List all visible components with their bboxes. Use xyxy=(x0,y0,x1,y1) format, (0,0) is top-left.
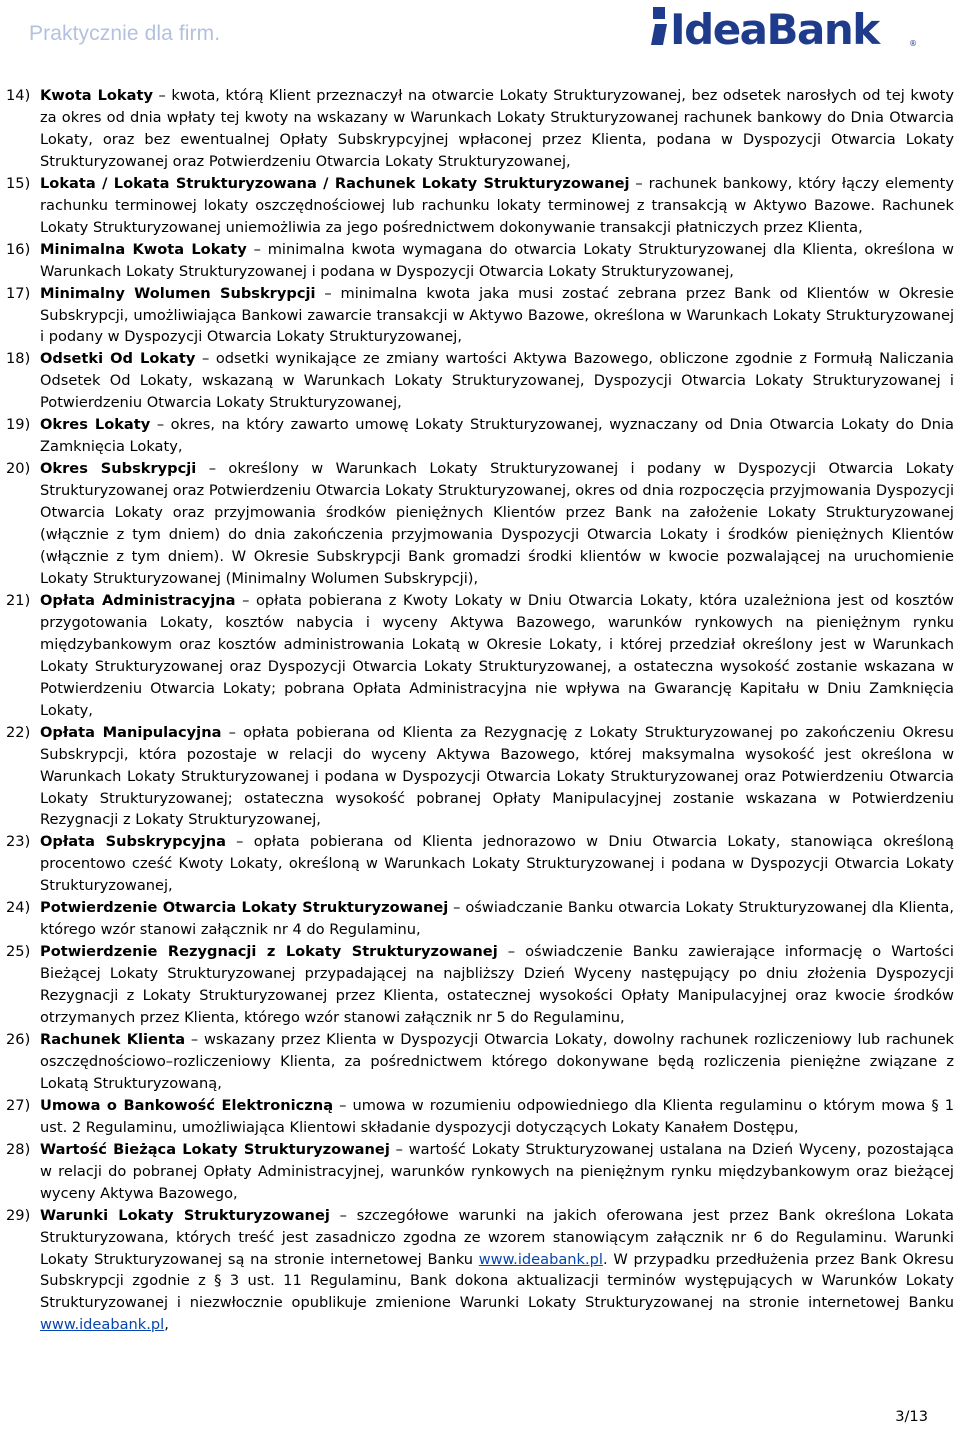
item-number: 26) xyxy=(6,1030,31,1048)
definition-item-19 xyxy=(0,414,960,458)
definition-text: – minimalna kwota jaka musi zostać zebrana przez Bank od Klientów w Okresie Subskrypcji, umożliwiająca Bankowi zawarcie transakcji w Aktywo Bazowe, określona w Warunkach Lokaty Strukturyzowanej i podany w Dyspozycji Otwarcia Lokaty Strukturyzowanej, xyxy=(40,284,954,346)
definition-item-20 xyxy=(0,458,960,590)
definition-text: – oświadczanie Banku otwarcia Lokaty Strukturyzowanej dla Klienta, którego wzór stanowi załącznik nr 4 do Regulaminu, xyxy=(40,899,954,939)
definition-text: – opłata pobierana z Kwoty Lokaty w Dniu Otwarcia Lokaty, która uzależniona jest od kosztów przygotowania Lokaty, kosztów nabycia i wyceny Aktywa Bazowego, warunków rynkowych na pieniężnym rynku międzybankowym oraz kosztów administrowania Lokatą w Okresie Lokaty, i której przedział określony jest w Warunkach Lokaty Strukturyzowanej oraz Dyspozycji Otwarcia Lokaty Strukturyzowanej, a ostateczna wysokość zostanie wskazana w Potwierdzeniu Otwarcia Lokaty; pobrana Opłata Administracyjna nie wpływa na Gwarancję Kapitału w Dniu Zamknięcia Lokaty, xyxy=(40,591,954,719)
definition-text: – umowa w rozumieniu odpowiedniego dla Klienta regulaminu o którym mowa § 1 ust. 2 Regulaminu, umożliwiająca Klientowi składanie dyspozycji dotyczących Lokaty Kanałem Dostępu, xyxy=(40,1096,955,1136)
item-number: 22) xyxy=(6,723,31,741)
definition-term: Kwota Lokaty xyxy=(40,87,153,104)
logo-square-icon xyxy=(653,7,665,19)
item-number: 24) xyxy=(6,899,31,917)
definition-item-14 xyxy=(0,85,960,173)
definition-term: Okres Subskrypcji xyxy=(40,460,197,478)
definition-item-15 xyxy=(0,173,960,239)
definition-item-18 xyxy=(0,348,960,414)
item-number: 16) xyxy=(6,240,31,258)
ideabank-website-link-2[interactable]: www.ideabank.pl xyxy=(40,1316,165,1334)
definition-item-23 xyxy=(0,831,960,897)
definition-text: – opłata pobierana od Klienta za Rezygnację z Lokaty Strukturyzowanej po zakończeniu Okresu Subskrypcji, która pozostaje w relacji do wyceny Aktywa Bazowego, której maksymalna wysokość jest określona w Warunkach Lokaty Strukturyzowanej i podana w Dyspozycji Otwarcia Lokaty Strukturyzowanej oraz Potwierdzeniu Otwarcia Lokaty Strukturyzowanej; ostateczna wysokość pobranej Opłaty Manipulacyjnej zostanie wskazana w Potwierdzeniu Rezygnacji z Lokaty Strukturyzowanej, xyxy=(40,723,955,829)
definition-term: Minimalna Kwota Lokaty xyxy=(40,240,247,258)
definition-term: Okres Lokaty xyxy=(40,416,151,434)
item-number: 20) xyxy=(6,460,31,478)
item-number: 14) xyxy=(6,87,31,104)
item-number: 18) xyxy=(6,350,31,368)
ideabank-website-link[interactable]: www.ideabank.pl xyxy=(478,1250,603,1268)
registered-mark: ® xyxy=(909,39,917,48)
definition-text: – wartość Lokaty Strukturyzowanej ustalana na Dzień Wyceny, pozostająca w relacji do pobranej Opłaty Administracyjnej, warunków rynkowych na pieniężnym rynku międzybankowym oraz bieżącej wyceny Aktywa Bazowego, xyxy=(40,1140,954,1202)
definition-text: – opłata pobierana od Klienta jednorazowo w Dniu Otwarcia Lokaty, stanowiąca określoną procentowo cześć Kwoty Lokaty, określoną w Warunkach Lokaty Strukturyzowanej i podana w Dyspozycji Otwarcia Lokaty Strukturyzowanej, xyxy=(40,833,954,895)
definition-term: Opłata Manipulacyjna xyxy=(40,723,222,741)
definition-item-26 xyxy=(0,1029,960,1095)
definition-text: – wskazany przez Klienta w Dyspozycji Otwarcia Lokaty, dowolny rachunek rozliczeniowy lub rachunek oszczędnościowo–rozliczeniowy Klienta, za pośrednictwem którego dokonywane będą rozliczenia pieniężne związane z Lokatą Strukturyzowaną, xyxy=(40,1030,954,1092)
definition-term: Rachunek Klienta xyxy=(40,1030,186,1048)
definition-text: – szczegółowe warunki na jakich oferowana jest przez Bank określona Lokata Strukturyzowana, których treść jest zasadniczo zgodna ze wzorem stanowiącym załącznik nr 6 do Regulaminu. Warunki Lokaty Strukturyzowanej są na stronie internetowej Banku xyxy=(40,1206,954,1268)
definitions-list xyxy=(0,85,960,1336)
definition-item-16 xyxy=(0,239,960,283)
definition-item-27 xyxy=(0,1095,960,1139)
item-number: 21) xyxy=(6,591,31,609)
definition-item-17 xyxy=(0,283,960,349)
definition-term: Potwierdzenie Rezygnacji z Lokaty Strukturyzowanej xyxy=(40,943,498,961)
item-number: 27) xyxy=(6,1096,31,1114)
definition-term: Umowa o Bankowość Elektroniczną xyxy=(40,1096,334,1114)
item-number: 15) xyxy=(6,174,31,192)
definition-item-24 xyxy=(0,897,960,941)
item-number: 17) xyxy=(6,284,31,302)
item-number: 29) xyxy=(6,1206,31,1224)
definition-term: Opłata Administracyjna xyxy=(40,591,236,609)
definition-term: Opłata Subskrypcyjna xyxy=(40,833,226,851)
item-number: 19) xyxy=(6,416,31,434)
definition-term: Warunki Lokaty Strukturyzowanej xyxy=(40,1206,330,1224)
logo-wordmark: IdeaBank xyxy=(670,5,879,49)
definition-text: – rachunek bankowy, który łączy elementy rachunku terminowej lokaty oszczędnościowej lub rachunku lokaty terminowej z transakcją w Aktywo Bazowe. Rachunek Lokaty Strukturyzowanej uniemożliwia za jego pośrednictwem dokonywanie transakcji płatniczych przez Klienta, xyxy=(40,174,954,236)
definition-item-21 xyxy=(0,590,960,722)
definition-text: – okres, na który zawarto umowę Lokaty Strukturyzowanej, wyznaczany od Dnia Otwarcia Lokaty do Dnia Zamknięcia Lokaty, xyxy=(40,416,954,456)
item-number: 28) xyxy=(6,1140,31,1158)
item-number: 25) xyxy=(6,943,31,961)
definition-text: – oświadczenie Banku zawierające informację o Wartości Bieżącej Lokaty Strukturyzowanej przypadającej na najbliższy Dzień Wyceny następujący po dniu złożenia Dyspozycji Rezygnacji z Lokaty Strukturyzowanej przez Klienta, ostatecznej wysokości Opłaty Manipulacyjnej oraz kwocie środków otrzymanych przez Klienta, którego wzór stanowi załącznik nr 5 do Regulaminu, xyxy=(40,943,954,1027)
definition-text: – minimalna kwota wymagana do otwarcia Lokaty Strukturyzowanej dla Klienta, określona w Warunkach Lokaty Strukturyzowanej i podana w Dyspozycji Otwarcia Lokaty Strukturyzowanej, xyxy=(40,240,954,280)
definition-item-25 xyxy=(0,941,960,1029)
logo-bar-icon xyxy=(651,24,667,45)
header-tagline: Praktycznie dla firm. xyxy=(29,22,221,45)
definition-term: Minimalny Wolumen Subskrypcji xyxy=(40,284,316,302)
item-number: 23) xyxy=(6,833,31,851)
definition-term: Lokata / Lokata Strukturyzowana / Rachunek Lokaty Strukturyzowanej xyxy=(40,174,630,192)
page-header xyxy=(0,0,960,60)
definition-text: – odsetki wynikające ze zmiany wartości Aktywa Bazowego, obliczone zgodnie z Formułą Naliczania Odsetek Od Lokaty, wskazaną w Warunkach Lokaty Strukturyzowanej, Dyspozycji Otwarcia Lokaty Strukturyzowanej i Potwierdzeniu Otwarcia Lokaty Strukturyzowanej, xyxy=(40,350,954,412)
definition-text: – określony w Warunkach Lokaty Strukturyzowanej i podany w Dyspozycji Otwarcia Lokaty Strukturyzowanej oraz Potwierdzeniu Otwarcia Lokaty Strukturyzowanej, okres od dnia rozpoczęcia przyjmowania Dyspozycji Otwarcia Lokaty oraz przyjmowania środków pieniężnych Klientów przez Bank na założenie Lokaty Strukturyzowanej (włącznie z tym dniem) do dnia zakończenia przyjmowania Dyspozycji Otwarcia Lokaty i środków pieniężnych Klientów (włącznie z tym dniem). W Okresie Subskrypcji Bank gromadzi środki klientów w kwocie pozwalającej na uruchomienie Lokaty Strukturyzowanej (Minimalny Wolumen Subskrypcji), xyxy=(40,460,954,587)
ideabank-logo xyxy=(651,3,919,49)
definition-text-continued: . W przypadku przedłużenia przez Bank Okresu Subskrypcji zgodnie z § 3 ust. 11 Regulaminu, Bank dokona aktualizacji terminów występujących w Warunków Lokaty Strukturyzowanej i niezwłocznie opublikuje zmienione Warunki Lokaty Strukturyzowanej na stronie internetowej Banku xyxy=(40,1250,954,1312)
definition-term: Potwierdzenie Otwarcia Lokaty Strukturyzowanej xyxy=(40,899,449,917)
definition-item-22 xyxy=(0,722,960,832)
definition-item-28 xyxy=(0,1139,960,1205)
definition-term: Wartość Bieżąca Lokaty Strukturyzowanej xyxy=(40,1140,390,1158)
definition-term: Odsetki Od Lokaty xyxy=(40,350,196,368)
definition-text-end: , xyxy=(164,1316,169,1334)
page-number: 3/13 xyxy=(895,1408,928,1425)
definition-item-29 xyxy=(0,1205,960,1337)
definition-text: – kwota, którą Klient przeznaczył na otwarcie Lokaty Strukturyzowanej, bez odsetek narosłych od tej kwoty za okres od dnia wpłaty tej kwoty na wskazany w Warunkach Lokaty Strukturyzowanej rachunek bankowy do Dnia Otwarcia Lokaty, oraz bez ewentualnej Opłaty Subskrypcyjnej wpłaconej przez Klienta, podana w Dyspozycji Otwarcia Lokaty Strukturyzowanej oraz Potwierdzeniu Otwarcia Lokaty Strukturyzowanej, xyxy=(40,87,955,170)
